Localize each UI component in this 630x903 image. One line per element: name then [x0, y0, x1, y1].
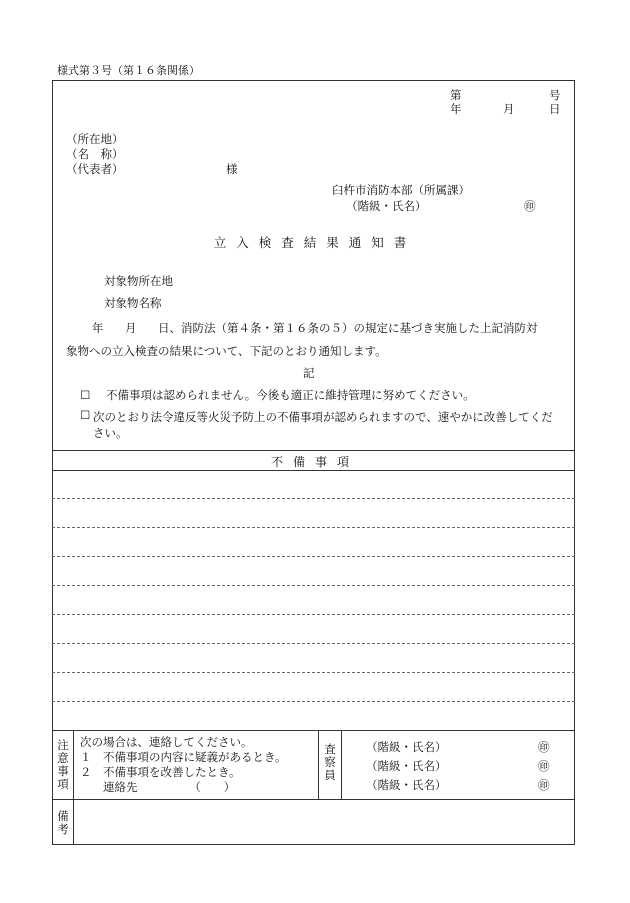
inspector-rank-name-3: （階級・氏名）: [366, 778, 447, 792]
form-label: 様式第３号（第１６条関係）: [57, 64, 200, 77]
recipient-address-label: （所在地）: [66, 132, 124, 146]
notes-contact: 連絡先 （ ）: [103, 780, 236, 794]
deficiency-line[interactable]: [52, 527, 575, 528]
inspector-seal-1: ㊞: [538, 740, 550, 754]
inspector-rank-name-1: （階級・氏名）: [366, 740, 447, 754]
divider: [52, 450, 575, 451]
sender-rank-name: （階級・氏名）: [346, 199, 427, 213]
option-text-2: 次のとおり法令違反等火災予防上の不備事項が認められますので、速やかに改善してください。: [93, 410, 553, 440]
recipient-name-label: （名 称）: [66, 147, 124, 161]
body-year: 年: [92, 321, 104, 335]
body-text-line1: 日、消防法（第４条・第１６条の５）の規定に基づき実施した上記消防対: [158, 321, 538, 335]
divider: [52, 470, 575, 471]
option-checkbox-1[interactable]: ☐: [80, 388, 91, 402]
deficiency-line[interactable]: [52, 701, 575, 702]
deficiency-line[interactable]: [52, 585, 575, 586]
deficiency-line[interactable]: [52, 643, 575, 644]
date-year: 年: [450, 102, 462, 116]
deficiency-title: 不備事項: [270, 455, 359, 469]
sender-seal: ㊞: [524, 199, 536, 213]
divider: [52, 730, 575, 731]
sender-office: 臼杵市消防本部（所属課）: [332, 183, 470, 197]
notes-item2-num: ２: [80, 765, 92, 779]
inspector-seal-2: ㊞: [538, 759, 550, 773]
number-suffix: 号: [549, 88, 561, 102]
date-day: 日: [549, 102, 561, 116]
page-title: 立入検査結果通知書: [213, 235, 417, 250]
recipient-rep-label: （代表者）: [66, 162, 124, 176]
date-month: 月: [503, 102, 515, 116]
deficiency-line[interactable]: [52, 614, 575, 615]
body-text-line2: 象物への立入検査の結果について、下記のとおり通知します。: [66, 344, 387, 358]
label-column-divider: [73, 730, 74, 845]
inspector-seal-3: ㊞: [538, 778, 550, 792]
body-month: 月: [125, 321, 137, 335]
ki-label: 記: [303, 366, 315, 380]
deficiency-line[interactable]: [52, 672, 575, 673]
notes-item1-num: １: [80, 750, 92, 764]
notes-item2-text: 不備事項を改善したとき。: [103, 765, 241, 779]
notes-item1-text: 不備事項の内容に疑義があるとき。: [103, 750, 287, 764]
divider: [52, 799, 575, 800]
remarks-label: 備考: [57, 809, 69, 836]
column-divider: [318, 730, 319, 799]
target-location-label: 対象物所在地: [104, 274, 173, 288]
remarks-field[interactable]: [76, 802, 572, 842]
option-text-1: 不備事項は認められません。今後も適正に維持管理に努めてください。: [106, 388, 475, 402]
notes-label: 注意事項: [57, 738, 69, 791]
deficiency-line[interactable]: [52, 498, 575, 499]
number-prefix: 第: [450, 88, 462, 102]
recipient-honorific: 様: [226, 162, 238, 176]
target-name-label: 対象物名称: [104, 296, 162, 310]
column-divider: [341, 730, 342, 799]
inspector-rank-name-2: （階級・氏名）: [366, 759, 447, 773]
option-checkbox-2[interactable]: ☐: [80, 408, 91, 422]
inspectors-label: 査察員: [324, 742, 336, 782]
notes-intro: 次の場合は、連絡してください。: [80, 735, 253, 749]
deficiency-line[interactable]: [52, 556, 575, 557]
